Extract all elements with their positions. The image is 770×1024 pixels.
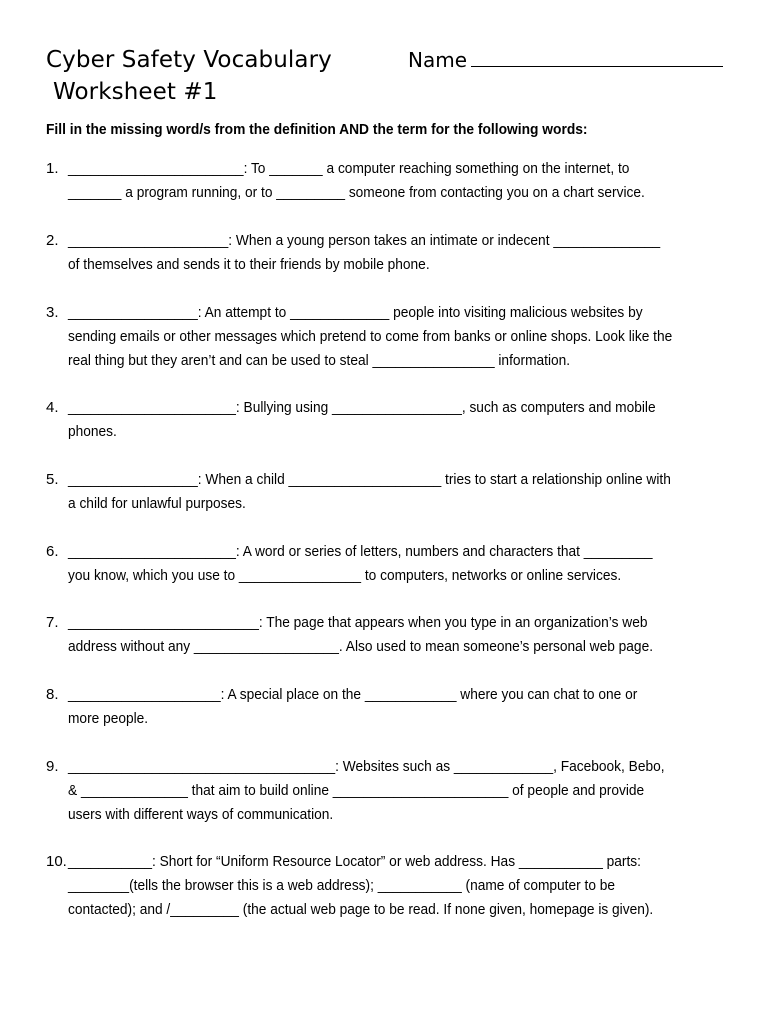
- question-line: you know, which you use to ________________ to computers, networks or online services.: [68, 567, 622, 585]
- name-blank[interactable]: [471, 48, 723, 67]
- question-text: [68, 683, 727, 731]
- question-text: [68, 301, 727, 374]
- question-number: 6.: [46, 543, 59, 560]
- question-line: & ______________ that aim to build online _______________________ of people and provide: [68, 782, 645, 800]
- question-text: [68, 229, 727, 277]
- question-line: _______ a program running, or to _________ someone from contacting you on a chart service.: [68, 184, 645, 202]
- question-number: 8.: [46, 686, 59, 703]
- question-line: address without any ___________________. Also used to mean someone’s personal web page.: [68, 638, 654, 656]
- question-number: 2.: [46, 232, 59, 249]
- question-number: 7.: [46, 614, 59, 631]
- name-field: [408, 44, 723, 76]
- question-line: users with different ways of communication.: [68, 806, 334, 824]
- question-text: [68, 755, 727, 828]
- name-label: Name: [408, 48, 468, 72]
- question-line: ___________________________________: Websites such as _____________, Facebook, Bebo,: [68, 758, 665, 775]
- worksheet-title: [46, 44, 332, 108]
- question-line: _____________________: When a young person takes an intimate or indecent ______________: [68, 232, 661, 249]
- question-text: [68, 157, 727, 205]
- question-text: [68, 850, 727, 923]
- question-number: 1.: [46, 160, 59, 177]
- question-line: ______________________: Bullying using _________________, such as computers and mobile: [68, 399, 656, 416]
- question-number: 9.: [46, 758, 59, 775]
- question-text: [68, 468, 727, 516]
- question-line: _________________: When a child ____________________ tries to start a relationship online with: [68, 471, 671, 488]
- question-line: ______________________: A word or series of letters, numbers and characters that _________: [68, 543, 653, 560]
- question-line: more people.: [68, 710, 149, 728]
- question-line: _________________________: The page that appears when you type in an organization’s web: [68, 614, 648, 631]
- question-text: [68, 540, 727, 588]
- question-line: ________(tells the browser this is a web address); ___________ (name of computer to be: [68, 877, 616, 895]
- title-line-2: Worksheet #1: [53, 79, 218, 105]
- question-number: 10.: [46, 853, 67, 870]
- question-line: contacted); and /_________ (the actual web page to be read. If none given, homepage is given).: [68, 901, 654, 919]
- question-number: 4.: [46, 399, 59, 416]
- question-line: a child for unlawful purposes.: [68, 495, 246, 513]
- question-line: phones.: [68, 423, 117, 441]
- question-line: _______________________: To _______ a computer reaching something on the internet, to: [68, 160, 630, 177]
- question-number: 3.: [46, 304, 59, 321]
- question-number: 5.: [46, 471, 59, 488]
- question-line: ____________________: A special place on the ____________ where you can chat to one or: [68, 686, 638, 703]
- question-line: sending emails or other messages which pretend to come from banks or online shops. Look like the: [68, 328, 673, 346]
- question-line: of themselves and sends it to their friends by mobile phone.: [68, 256, 430, 274]
- question-line: ___________: Short for “Uniform Resource Locator” or web address. Has ___________ parts:: [68, 853, 641, 870]
- question-line: _________________: An attempt to _____________ people into visiting malicious websites by: [68, 304, 643, 321]
- title-line-1: Cyber Safety Vocabulary: [46, 47, 332, 73]
- question-line: real thing but they aren’t and can be used to steal ________________ information.: [68, 352, 571, 370]
- question-text: [68, 396, 727, 444]
- instructions: Fill in the missing word/s from the definition AND the term for the following words:: [46, 121, 588, 138]
- question-text: [68, 611, 727, 659]
